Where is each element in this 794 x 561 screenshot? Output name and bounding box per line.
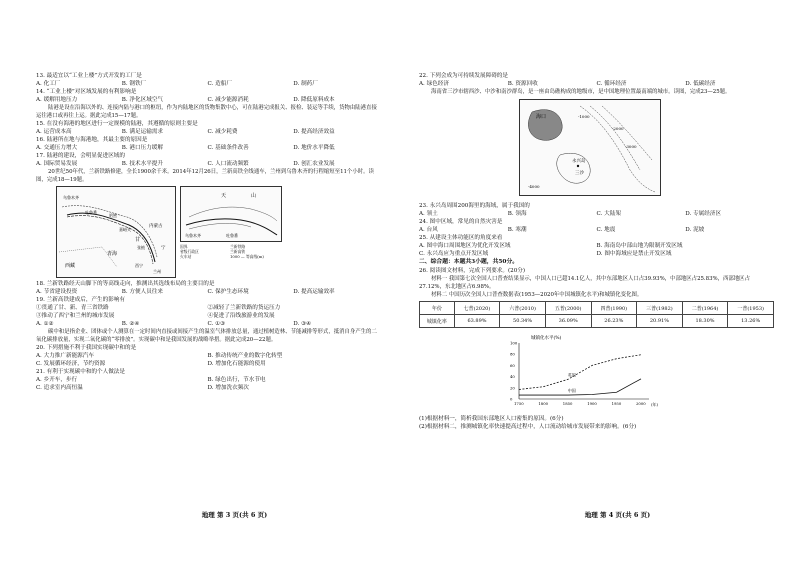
options-15	[36, 128, 379, 136]
map-label: 海口	[536, 114, 547, 120]
options-25b	[419, 250, 774, 258]
map-label: 乌鲁木齐	[63, 195, 79, 200]
question-26-1: (1)根据材料一，简析我国东部地区人口密集的原因。(6分)	[419, 416, 564, 422]
map-legend	[180, 244, 280, 259]
option[interactable]: B. 资源回收	[507, 81, 538, 87]
page-footer: 地理 第 4 页(共 6 页)	[584, 511, 651, 519]
series-label: 中国	[567, 388, 576, 394]
y-tick-label: 40	[510, 374, 515, 380]
question-23: 23. 永兴岛周围200海里的海域，属于我国的	[419, 203, 530, 209]
map-label: -2000	[612, 126, 624, 131]
option[interactable]: C. 循环经济	[596, 81, 627, 87]
options-13	[36, 80, 379, 88]
question-15: 15. 在没有海港的地区进行一定规模的陆港，其遵循的原则主要是	[36, 121, 198, 127]
option[interactable]: A. 乡开车，步行	[36, 377, 78, 383]
table-cell: 26.23%	[591, 315, 637, 328]
question-18: 18. 兰新铁路经天山脚下的等高线走向，推测出其选线布局的主要目的是	[36, 281, 215, 287]
option[interactable]: C. 减少能源消耗	[207, 97, 249, 103]
option[interactable]: C. 人口流动频繁	[207, 161, 249, 167]
option[interactable]: D. 图中海域应是禁止开发区域	[596, 251, 672, 257]
items-19b	[36, 312, 379, 320]
option[interactable]: B. 港口压力缓解	[121, 145, 163, 151]
option[interactable]: D. 提高经济效益	[293, 129, 335, 135]
question-20: 20. 下列措施不利于我国实现碳中和的是	[36, 345, 137, 351]
option[interactable]: C. ①③	[207, 321, 226, 327]
options-19	[36, 320, 379, 328]
census-table	[419, 301, 774, 328]
map-label: -3000	[625, 144, 637, 149]
map-label: 西宁	[135, 263, 143, 268]
table-cell: 城镇化率	[420, 315, 455, 328]
y-tick-label: 100	[510, 340, 518, 346]
statement: ④促进了沿线旅游业的发展	[207, 313, 275, 319]
option[interactable]: C. 基础条件改善	[207, 145, 249, 151]
option[interactable]: A. 节省建设投资	[36, 289, 78, 295]
option[interactable]: A. 图中海口周围地区为优化开发区域	[419, 243, 511, 249]
option[interactable]: A. 交通压力增大	[36, 145, 78, 151]
option[interactable]: B. 满足运输需求	[121, 129, 163, 135]
table-cell: 五普(2000)	[545, 302, 591, 315]
option[interactable]: B. 绿色出行，节水节电	[207, 377, 266, 383]
option[interactable]: C. 发展循环经济，节约资源	[36, 361, 106, 367]
map-label: 吐鲁番	[85, 210, 97, 215]
chart-title: 城镇化水平(%)	[531, 336, 562, 341]
option[interactable]: C. 造船厂	[207, 81, 232, 87]
table-cell: 13.26%	[728, 315, 774, 328]
page-4	[397, 0, 794, 561]
question-25: 25. 从建设主体功能区的角度来看	[419, 235, 503, 241]
map-label: 嘉峪关	[119, 227, 131, 232]
options-18	[36, 288, 379, 296]
y-tick-label: 20	[510, 385, 515, 391]
option[interactable]: D. 增加化石能源的使用	[207, 361, 266, 367]
table-cell: 六普(2010)	[500, 302, 546, 315]
series-line-英国	[519, 355, 641, 390]
question-24: 24. 图中区域，常见的自然灾害是	[419, 219, 503, 225]
map-label: 宁	[161, 246, 166, 251]
option[interactable]: D. 增加洗衣频次	[207, 385, 249, 391]
table-cell: 七普(2020)	[454, 302, 500, 315]
option[interactable]: C. 减少耗费	[207, 129, 238, 135]
options-16	[36, 144, 379, 152]
map-label: 内蒙古	[149, 224, 163, 229]
option[interactable]: B. ②④	[121, 321, 140, 327]
question-26: 26. 阅读图文材料，完成下列要求。(20分)	[419, 268, 526, 274]
question-16: 16. 陆港所在地与海港地，其最主要的原因是	[36, 137, 148, 143]
option[interactable]: A. 大力推广新能源汽车	[36, 353, 94, 359]
intro-20-22: 碳中和是指企业、团体或个人测算在一定时间内直接或间接产生的温室气体排放总量，通过植树造林、节能减排等形式，抵消自身产生的二氧化碳排放量，实现二氧化碳的“零排放”。实现碳中和是我国发展的战略举措。据此完成20—22题。	[36, 329, 377, 343]
table-cell: 20.91%	[637, 315, 683, 328]
railway-maps	[56, 186, 379, 278]
material-2: 材料二 中国历次全国人口普查数据表(1953—2020年中国城镇化水平)和城镇化变化图。	[431, 292, 643, 298]
map-label: 山	[251, 193, 257, 199]
question-17: 17. 陆港的建设，会明显促进区域的	[36, 153, 125, 159]
options-20b	[36, 360, 379, 368]
legend-item: 火车站	[180, 254, 192, 259]
x-tick-label: 1950	[611, 401, 622, 406]
options-22	[419, 80, 774, 88]
options-25a	[419, 242, 774, 250]
option[interactable]: A. 缓解用地压力	[36, 97, 78, 103]
option[interactable]: D. 低碳经济	[685, 81, 716, 87]
option[interactable]: A. 运营成本高	[36, 129, 72, 135]
option[interactable]: C. 地震	[596, 227, 616, 233]
map-label: 永兴岛	[572, 159, 586, 164]
statement: ③推动了西宁和兰州的城市发展	[36, 313, 115, 319]
options-14	[36, 96, 379, 104]
option[interactable]: B. 技术水平提升	[121, 161, 163, 167]
x-tick-label: 2000	[636, 401, 646, 406]
option[interactable]: D. 创汇农业发展	[293, 161, 335, 167]
options-17	[36, 160, 379, 168]
intro-18-19: 20世纪50年代，兰新铁路修建，全长1900余千米。2014年12月26日，兰新高铁全线通车，兰州到乌鲁木齐的行程缩短至11个小时。读图，完成18—19题。	[36, 169, 374, 183]
y-tick-label: 80	[510, 351, 515, 357]
map-label: 天	[221, 193, 227, 199]
table-cell: 二普(1964)	[682, 302, 728, 315]
option[interactable]: D. ③④	[293, 321, 312, 327]
map-label: -4000	[528, 184, 540, 189]
question-21: 21. 有利于实现碳中和的个人做法是	[36, 369, 125, 375]
option[interactable]: B. 寒潮	[507, 227, 527, 233]
option[interactable]: B. 海南岛中部山地为限制开发区域	[596, 243, 683, 249]
sansha-map	[519, 99, 661, 196]
table-cell: 18.30%	[682, 315, 728, 328]
question-14: 14. “工业上楼”对区域发展的有利影响是	[36, 89, 137, 95]
table-cell: 36.09%	[545, 315, 591, 328]
option[interactable]: A. 化工厂	[36, 81, 61, 87]
option[interactable]: B. 钢铁厂	[121, 81, 147, 87]
legend-item: 国界	[180, 244, 188, 249]
table-cell: 年份	[420, 302, 455, 315]
map-label: 青海	[107, 251, 118, 257]
series-line-中国	[519, 379, 641, 395]
question-26-2: (2)根据材料二，推测城镇化率快速提高过程中，人口流动给城市发展带来的影响。(6分)	[419, 424, 637, 430]
option[interactable]: D. 降低原料成本	[293, 97, 335, 103]
x-axis-label: (年)	[651, 402, 659, 407]
options-21a	[36, 376, 379, 384]
options-23	[419, 210, 774, 218]
series-label: 英国	[567, 372, 576, 378]
table-cell: 50.34%	[500, 315, 546, 328]
y-tick-label: 60	[510, 362, 515, 368]
legend-item: 1000 — 等高线(m)	[230, 254, 264, 259]
intro-23-25: 海南省三沙市辖西沙、中沙和南沙群岛，是一座由岛礁构成的地级市，是中国地理位置最南端的城市。读图，完成23—25题。	[431, 89, 731, 95]
option[interactable]: A. ①②	[36, 321, 54, 327]
urbanization-chart	[499, 331, 669, 411]
option[interactable]: A. 绿色经济	[419, 81, 449, 87]
map-label: -1000	[578, 114, 590, 119]
x-tick-label: 1900	[587, 401, 597, 406]
tianshan-inset-map	[180, 186, 282, 242]
map-label: 三沙	[575, 171, 584, 176]
option[interactable]: D. 专属经济区	[685, 211, 722, 217]
option[interactable]: A. 国际贸易发展	[36, 161, 78, 167]
legend-item: 兰新高铁	[230, 249, 246, 254]
question-19: 19. 兰新高铁建成后，产生的影响有	[36, 297, 125, 303]
legend-item: 省级行政区	[180, 249, 199, 254]
option[interactable]: B. 方便人员往来	[121, 289, 163, 295]
legend-item: 兰新铁路	[230, 244, 246, 249]
option[interactable]: C. 永兴岛应为重点开发区域	[419, 251, 489, 257]
options-24	[419, 226, 774, 234]
option[interactable]: B. 推动传统产业的数字化转型	[207, 353, 283, 359]
option[interactable]: A. 领土	[419, 211, 438, 217]
material-1: 材料一 我国第七次全国人口普查结果显示，中国人口已超14.1亿人，其中东部地区人口占39.93%，中部地区占25.83%，西部地区占27.12%，东北地区占6.98%。	[419, 276, 750, 290]
y-tick-label: 0	[510, 396, 513, 402]
table-cell: 一普(1953)	[728, 302, 774, 315]
map-label: 吐鲁番	[226, 233, 238, 238]
map-label: 甘	[135, 237, 141, 243]
table-header-row	[420, 302, 774, 315]
table-cell: 三普(1982)	[637, 302, 683, 315]
table-cell: 63.89%	[454, 315, 500, 328]
statement: ①贯通了甘、新、青三省铁路	[36, 305, 109, 311]
lanxin-region-map	[56, 186, 176, 278]
question-22: 22. 下列会成为可持续发展障碍的是	[419, 73, 508, 79]
statement: ②减轻了兰新铁路的货运压力	[207, 305, 281, 311]
page-footer: 地理 第 3 页(共 6 页)	[201, 511, 268, 519]
x-tick-label: 1800	[538, 401, 549, 406]
map-label: 兰州	[153, 269, 161, 274]
option[interactable]: D. 制药厂	[293, 81, 318, 87]
table-cell: 四普(1990)	[591, 302, 637, 315]
option[interactable]: A. 台风	[419, 227, 438, 233]
question-13: 13. 最适宜以“工业上楼”方式开发的工厂是	[36, 73, 142, 79]
option[interactable]: B. 领海	[507, 211, 527, 217]
option[interactable]: C. 追求室内高恒温	[36, 385, 83, 391]
option[interactable]: D. 地价水平降低	[293, 145, 335, 151]
option[interactable]: D. 泥坡	[685, 227, 705, 233]
items-19a	[36, 304, 379, 312]
x-tick-label: 1750	[514, 401, 524, 406]
option[interactable]: D. 提高运输效率	[293, 289, 335, 295]
map-label: 西藏	[65, 263, 76, 269]
option[interactable]: C. 保护生态环境	[207, 289, 249, 295]
option[interactable]: C. 大陆架	[596, 211, 621, 217]
option[interactable]: B. 净化区域空气	[121, 97, 163, 103]
table-row	[420, 315, 774, 328]
section-heading: 二、综合题：本题共3小题，共50分。	[419, 259, 519, 265]
map-label: 哈密	[109, 213, 117, 218]
map-label: 张掖	[137, 245, 145, 250]
x-tick-label: 1850	[562, 401, 573, 406]
map-label: 乌鲁木齐	[185, 233, 201, 238]
options-21b	[36, 384, 379, 392]
intro-15-17: 陆港是设在沿海以外的、连接内陆与港口的枢纽，作为内陆地区的货物集散中心，可在陆港完成报关、报检、装运等手续，货物由陆港直接运往港口或再往上运。据此完成15—17题。	[36, 105, 377, 119]
options-20a	[36, 352, 379, 360]
